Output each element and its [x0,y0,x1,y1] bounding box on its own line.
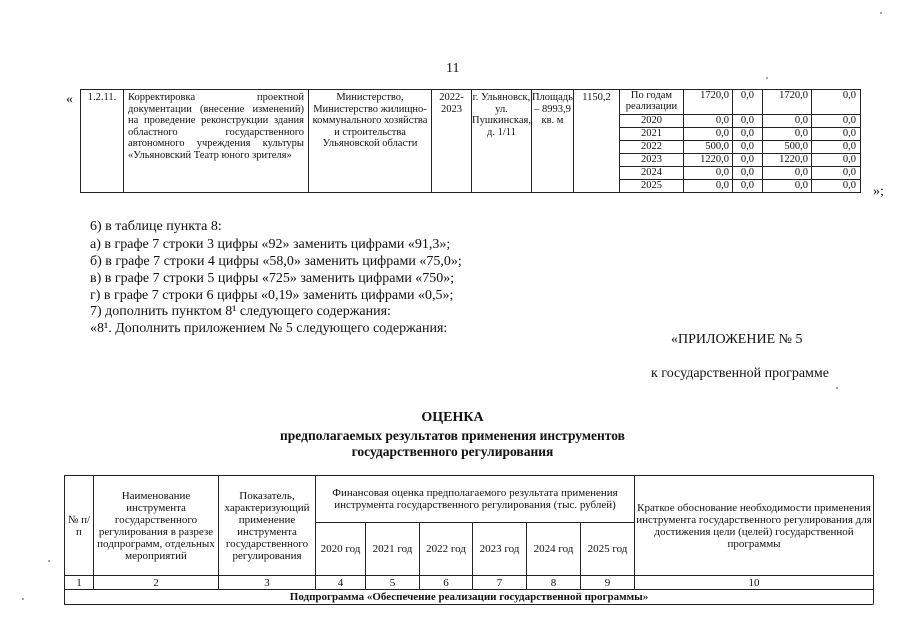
project-table [80,89,861,193]
scan-speck [872,603,874,605]
column-number: 9 [581,576,635,590]
header-number: № п/п [65,476,94,576]
column-number: 2 [94,576,219,590]
paragraph-line: г) в графе 7 строки 6 цифры «0,19» заменить цифрами «0,5»; [90,288,454,303]
paragraph-line: а) в графе 7 строки 3 цифры «92» заменить цифрами «91,3»; [90,237,451,252]
row-value: 0,0 [811,141,860,154]
row-value: 0,0 [732,115,762,128]
scan-speck [22,598,24,600]
row-value: 0,0 [683,115,732,128]
row-value: 1220,0 [683,154,732,167]
row-value: 0,0 [811,128,860,141]
open-quote: « [66,92,73,107]
header-year: 2025 год [581,523,635,576]
column-number: 6 [420,576,473,590]
header-year: 2020 год [316,523,366,576]
row-value: 0,0 [811,167,860,180]
row-label: 2022 [619,141,683,154]
scan-speck [836,387,838,389]
assessment-table [64,475,874,605]
paragraph-line: «8¹. Дополнить приложением № 5 следующего содержания: [90,321,448,336]
row-label: 2021 [619,128,683,141]
row-value: 0,0 [732,180,762,193]
table-row [81,90,861,115]
row-value: 0,0 [762,128,811,141]
paragraph-line: б) в графе 7 строки 4 цифры «58,0» заменить цифрами «75,0»; [90,254,462,269]
scan-speck [766,77,768,79]
row-label: 2020 [619,115,683,128]
header-row [65,476,874,523]
document-title: ОЦЕНКА [421,410,484,425]
address: г. Ульяновск, ул. Пушкинская, д. 1/11 [472,90,532,193]
column-number: 7 [473,576,527,590]
header-indicator: Показатель, характеризующий применение инструмента государственного регулирования [219,476,316,576]
paragraph-line: 7) дополнить пунктом 8¹ следующего содержания: [90,304,391,319]
column-number: 1 [65,576,94,590]
row-value: 0,0 [811,90,860,115]
row-value: 1720,0 [683,90,732,115]
row-value: 0,0 [683,128,732,141]
column-number: 4 [316,576,366,590]
close-quote: »; [873,184,884,199]
subprogram-title: Подпрограмма «Обеспечение реализации государственной программы» [65,590,874,605]
scan-speck [48,560,50,562]
period: 2022-2023 [432,90,472,193]
column-number: 10 [635,576,874,590]
header-year: 2022 год [420,523,473,576]
row-label: 2024 [619,167,683,180]
row-value: 0,0 [732,154,762,167]
header-year: 2021 год [366,523,420,576]
document-subtitle: предполагаемых результатов применения инструментов [280,428,625,443]
column-number: 3 [219,576,316,590]
column-number: 5 [366,576,420,590]
header-year: 2024 год [527,523,581,576]
appendix-heading: «ПРИЛОЖЕНИЕ № 5 [671,332,803,347]
row-value: 0,0 [762,115,811,128]
scan-speck [880,12,882,14]
subprogram-row [65,590,874,605]
header-reason: Краткое обоснование необходимости применения инструмента государственного регулирования для достижения цели (целей) государственной программы [635,476,874,576]
column-number: 8 [527,576,581,590]
document-subtitle-2: государственного регулирования [351,444,554,459]
row-value: 0,0 [732,128,762,141]
row-value: 0,0 [811,115,860,128]
row-value: 0,0 [762,180,811,193]
header-finance: Финансовая оценка предполагаемого результата применения инструмента государственного регулирования (тыс. рублей) [316,476,635,523]
row-label: 2023 [619,154,683,167]
row-value: 1720,0 [762,90,811,115]
row-value: 0,0 [732,167,762,180]
page-number: 11 [446,61,460,76]
appendix-subheading: к государственной программе [651,366,829,381]
column-number-row [65,576,874,590]
row-value: 1220,0 [762,154,811,167]
row-value: 0,0 [811,154,860,167]
row-value: 500,0 [683,141,732,154]
row-label: По годам реализации [619,90,683,115]
row-value: 0,0 [762,167,811,180]
paragraph-line: в) в графе 7 строки 5 цифры «725» заменить цифрами «750»; [90,271,455,286]
header-year: 2023 год [473,523,527,576]
row-value: 0,0 [732,141,762,154]
row-label: 2025 [619,180,683,193]
area: Площадь – 8993,9 кв. м [531,90,573,193]
paragraph-line: 6) в таблице пункта 8: [90,219,222,234]
row-value: 500,0 [762,141,811,154]
row-value: 0,0 [732,90,762,115]
row-value: 0,0 [683,180,732,193]
header-instrument: Наименование инструмента государственного регулирования в разрезе подпрограмм, отдельных мероприятий [94,476,219,576]
cost: 1150,2 [573,90,619,193]
row-value: 0,0 [683,167,732,180]
project-name: Корректировка проектной документации (внесение изменений) на проведение реконструкции здания областного государственного автономного учреждения культуры «Ульяновский Театр юного зрителя» [124,90,309,193]
responsible-ministry: Министерство, Министерство жилищно-коммунального хозяйства и строительства Ульяновской области [309,90,432,193]
item-number: 1.2.11. [81,90,124,193]
row-value: 0,0 [811,180,860,193]
